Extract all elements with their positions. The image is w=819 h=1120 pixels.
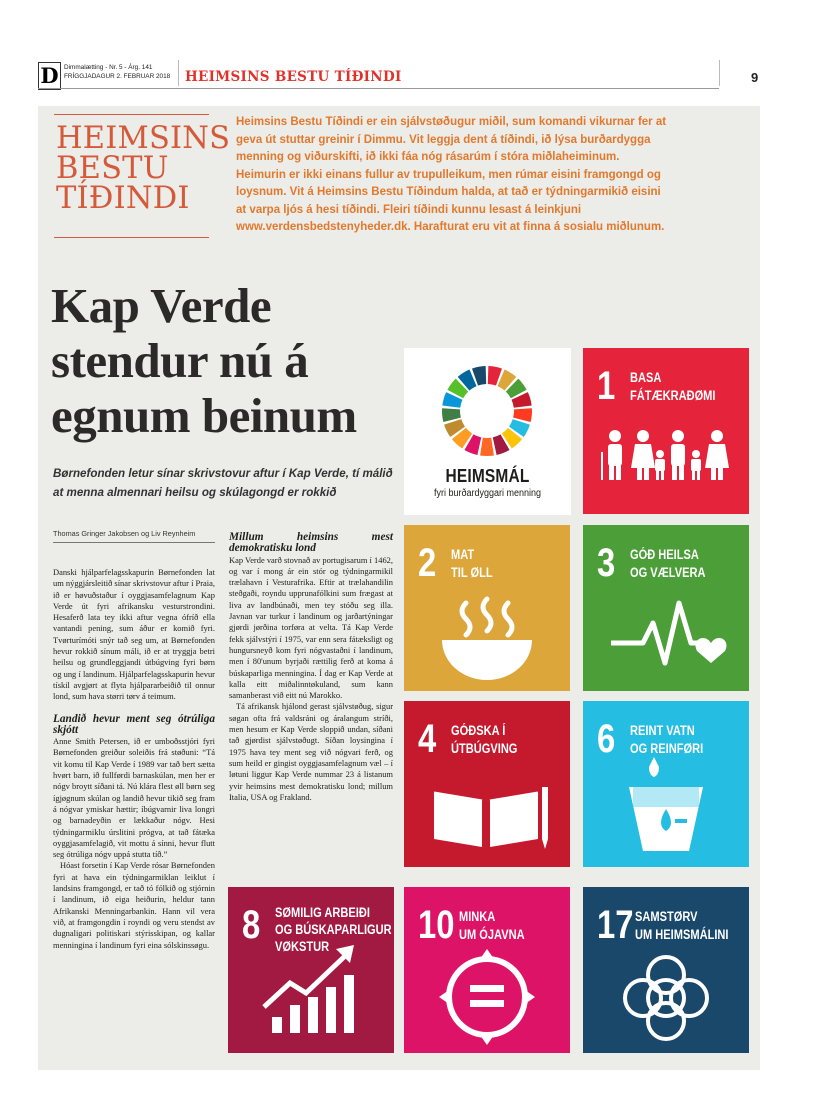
brand-line1: HEIMSINS (56, 121, 231, 156)
article-byline: Thomas Gringer Jakobsen og Liv Reynheim (53, 529, 215, 543)
book-pencil-icon (404, 701, 570, 867)
issue-meta (64, 64, 170, 81)
sdg-title: SAMSTØRV UM HEIMSMÁLINI (635, 909, 729, 942)
sdg-title: GÓÐ HEILSA OG VÆLVERA (630, 547, 706, 580)
sdg-number: 2 (418, 541, 437, 585)
water-glass-icon (583, 701, 749, 867)
sdg-tile-2 (404, 525, 570, 691)
subheading: Millum heimsins mest demokratisku lond (229, 531, 393, 555)
heimsmal-title: HEIMSMÁL (445, 466, 530, 486)
dimma-logo: D (38, 62, 61, 90)
intro-text: Heimsins Bestu Tíðindi er ein sjálvstøðugur miðil, sum komandi vikurnar fer at geva út stuttar greinir í Dimmu. Vit leggja dent á tíðindi, ið lýsa burðardygga menning og viðurskifti, ið ikki fáa nóg rásarúm í stóra miðlaheiminum. Heimurin er ikki einans fullur av trupulleikum, men rúmar eisini framgongd og loysnum. Vit á Heimsins Bestu Tíðindum halda, at tað er týdningarmikið eisini at varpa ljós á hesi tíðindi. Fleiri tíðindi kunnu lesast á leinkjuni www.verdensbedstenyheder.dk. Harafturat eru vit at finna á sosialu miðlunum. (236, 116, 667, 233)
growth-chart-icon (228, 887, 394, 1053)
sdg-title: GÓÐSKA Í ÚTBÚGVING (451, 723, 518, 756)
sdg-tile-6 (583, 701, 749, 867)
page-number: 9 (751, 70, 759, 85)
sdg-title: SØMILIG ARBEIÐI OG BÚSKAPARLIGUR VØKSTUR (275, 905, 392, 954)
section-title: HEIMSINS BESTU TÍÐINDI (185, 69, 402, 85)
article-standfirst: Børnefonden letur sínar skrivstovur aftur í Kap Verde, tí málið at menna almennari heilsu og skúlagongd er rokkið (53, 467, 393, 499)
heimsmal-logo-tile (404, 348, 571, 515)
sdg-tile-1 (583, 348, 749, 514)
sdg-tile-8 (228, 887, 394, 1053)
header-divider (178, 60, 179, 86)
issue-meta-date: FRÍGGJADAGUR 2. FEBRUAR 2018 (64, 72, 171, 80)
sdg-tile-4 (404, 701, 570, 867)
sdg-number: 10 (418, 903, 455, 947)
header-divider-right (719, 60, 720, 86)
brand-line3: TÍÐINDI (56, 181, 190, 216)
heartbeat-icon (583, 525, 749, 691)
paragraph: Danski hjálparfelagsskapurin Børnefonden lat um nýggjársleitið sínar skrivstovur aftur í Praia, ið er høvuðstaður í oyggjasamfelagnum Kap Verde út fyri afrikansku vesturstrondini. Hesaferð lata tey ikki aftur vegna ófríð ella vantandi pening, sum áður er komið fyri. Tvørturímóti snýr tað seg um, at Børnefonden hevur rokkið sínum máli, ið er at tryggja betri heilsu og grundleggjandi útbúgving fyri børn og ung í landinum. Hjálparfelagsskapurin hevur tískil avgjørt at flyta hjálpararbeiðið til onnur lond, sum hava størri tørv á teimum. (53, 567, 215, 702)
brand-block (54, 114, 231, 238)
sdg-number: 1 (597, 364, 616, 408)
article-headline: Kap Verde stendur nú á egnum beinum (51, 278, 357, 443)
sdg-title: MAT TIL ØLL (451, 547, 493, 580)
wheel-segment (480, 438, 494, 456)
header-rule (38, 88, 719, 89)
equality-icon (404, 887, 570, 1053)
paragraph: Anne Smith Petersen, ið er umboðsstjóri fyri Børnefonden greiður soleiðis frá støðuni: “Tá vit komu til Kap Verde í 1989 var tað bert sætta hvørt barn, ið fullførdi barnaskúlan, men her er nógv broytt síðani tá. Nú klára flest øll børn seg ígjøgnum skúlan og landið hevur tikið seg fram á nógvar ymiskar hættir; íbúgvarnir liva longri og barnadeyðin er lækkaður nógv. Hesi týdningarmiklu úrslitini prógva, at tað fátæka oyggjasamfelagið, vit mottu á sínni, hevur flutt seg ótrúliga nógv uppá stutta tíð.” (53, 736, 215, 860)
brand-line2: BESTU (56, 151, 169, 186)
sdg-number: 6 (597, 717, 616, 761)
paragraph: Tá afrikansk hjálond gerast sjálvstøðug, sigur søgan ofta frá valdsráni og áralangum stríði, men hesum er Kap Verde sloppið undan, síðani tað gjørdist sjálvstøðugt. Síðan loysingina í 1975 hava tey ment seg við nógvari ferð, og sum heild er gingist oyggjasamfelagnum væl – í løtuni liggur Kap Verde nummar 23 á listanum yvir heimsins mest demokratisku lond; millum Italia, USA og Frakland. (229, 701, 393, 802)
sdg-tile-3 (583, 525, 749, 691)
paragraph: Hóast forsetin í Kap Verde rósar Børnefonden fyri at hava ein týdningarmiklan leiklut í landsins framgongd, er tað tó fólkið og stjórnin í landinum, ið eiga heiðurin, heldur tann Afrikanski Menningarbankin. Hann vil vera við, at framgongdin í royndi og veru stendst av dugnaligari politiskari stýrisskipan, og kallar menningina í landinum fyri eina sólskinssøgu. (53, 860, 215, 950)
sdg-number: 17 (597, 903, 634, 947)
wheel-segment (442, 408, 461, 422)
issue-meta-line1: Dimmalætting - Nr. 5 - Árg. 141 (64, 64, 153, 71)
partnership-rings-icon (583, 887, 749, 1053)
wheel-segment (513, 408, 532, 422)
sdg-number: 4 (418, 717, 437, 761)
paragraph: Kap Verde varð stovnað av portugisarum í 1462, og var í mong ár ein stór og týdningarmikil trælahavn í Vesturafrika. Eftir at trælahandilin steðgaði, royndu upprunafólkini sum frægast at liva av landbúnaði, men tey stóðu seg illa. Javnan var turkur í landinum og jarðartýningar gjørdi jørðina torføra at velta. Tá Kap Verde fekk sjálvstýri í 1975, var enn sera fátæksligt og hungursneyð kom fyri nógvastaðni í landinum, men í 80'unum byrjaði rættilig ferð at koma á búskaparliga menningina. Í dag er Kap Verde at kalla eitt miðalinntøkuland, sum kann samanberast við eitt nú Marokko. (229, 554, 393, 701)
subheading: Landið hevur ment seg ótrúliga skjótt (53, 712, 215, 736)
article-column-1 (53, 567, 215, 951)
sdg-title: MINKA UM ÓJAVNA (459, 909, 525, 942)
article-column-2 (229, 532, 393, 803)
sdg-title: REINT VATN OG REINFØRI (630, 723, 704, 756)
sdg-number: 8 (242, 903, 261, 947)
sdg-number: 3 (597, 541, 616, 585)
sdg-tile-10 (404, 887, 570, 1053)
soup-bowl-icon (404, 525, 570, 691)
family-icon (583, 348, 749, 514)
sdg-tile-17 (583, 887, 749, 1053)
heimsmal-subtitle: fyri burðardyggari menning (433, 488, 542, 499)
sdg-title: BASA FÁTÆKRAÐØMI (630, 370, 716, 403)
